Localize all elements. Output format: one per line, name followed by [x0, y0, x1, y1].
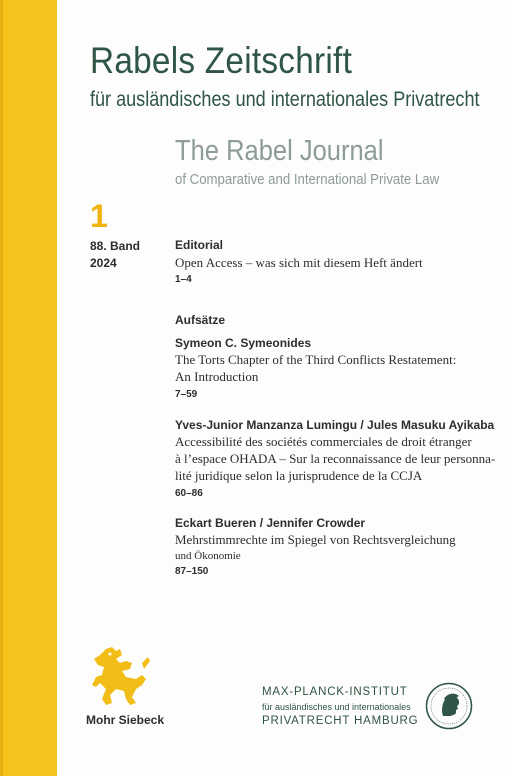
article-2-authors: Yves-Junior Manzanza Lumingu / Jules Masuku Ayikaba	[175, 418, 495, 432]
article-1-pages: 7–59	[175, 389, 198, 400]
minerva-seal-icon	[425, 682, 473, 730]
editorial-title: Open Access – was sich mit diesem Heft ändert	[175, 255, 423, 270]
institute-line-1: MAX-PLANCK-INSTITUT	[262, 686, 408, 698]
issue-number: 1	[90, 198, 108, 234]
yellow-side-band	[0, 0, 57, 776]
article-1-authors: Symeon C. Symeonides	[175, 336, 312, 350]
article-2-title-line-3: lité juridique selon la jurisprudence de la CCJA	[175, 468, 423, 483]
lion-icon	[86, 645, 152, 707]
editorial-heading: Editorial	[175, 238, 224, 252]
journal-title-english: The Rabel Journal	[175, 135, 384, 167]
volume-label: 88. Band	[90, 239, 141, 253]
article-3-pages: 87–150	[175, 566, 209, 577]
journal-title: Rabels Zeitschrift	[90, 40, 353, 81]
article-1-title-line-1: The Torts Chapter of the Third Conflicts Restatement:	[175, 352, 457, 367]
institute-line-3: PRIVATRECHT HAMBURG	[262, 715, 419, 727]
article-1-title-line-2: An Introduction	[175, 369, 259, 384]
volume-info	[90, 238, 140, 272]
journal-subtitle-english: of Comparative and International Private Law	[175, 171, 440, 188]
article-2-title-line-1: Accessibilité des sociétés commerciales de droit étranger	[175, 434, 472, 449]
institute-line-2: für ausländisches und internationales	[262, 702, 411, 712]
article-3-authors: Eckart Bueren / Jennifer Crowder	[175, 516, 366, 530]
journal-subtitle: für ausländisches und internationales Privatrecht	[90, 88, 480, 111]
articles-heading: Aufsätze	[175, 313, 226, 327]
article-2-title-line-2: à l’espace OHADA – Sur la reconnaissance de leur personna-	[175, 451, 496, 466]
article-2-pages: 60–86	[175, 488, 203, 499]
band-edge	[0, 0, 3, 776]
editorial-pages: 1–4	[175, 274, 192, 285]
article-3-title-line-1: Mehrstimmrechte im Spiegel von Rechtsvergleichung	[175, 532, 456, 547]
article-3-title-line-2: und Ökonomie	[175, 550, 241, 562]
year-label: 2024	[90, 256, 117, 270]
publisher-name: Mohr Siebeck	[86, 713, 165, 727]
